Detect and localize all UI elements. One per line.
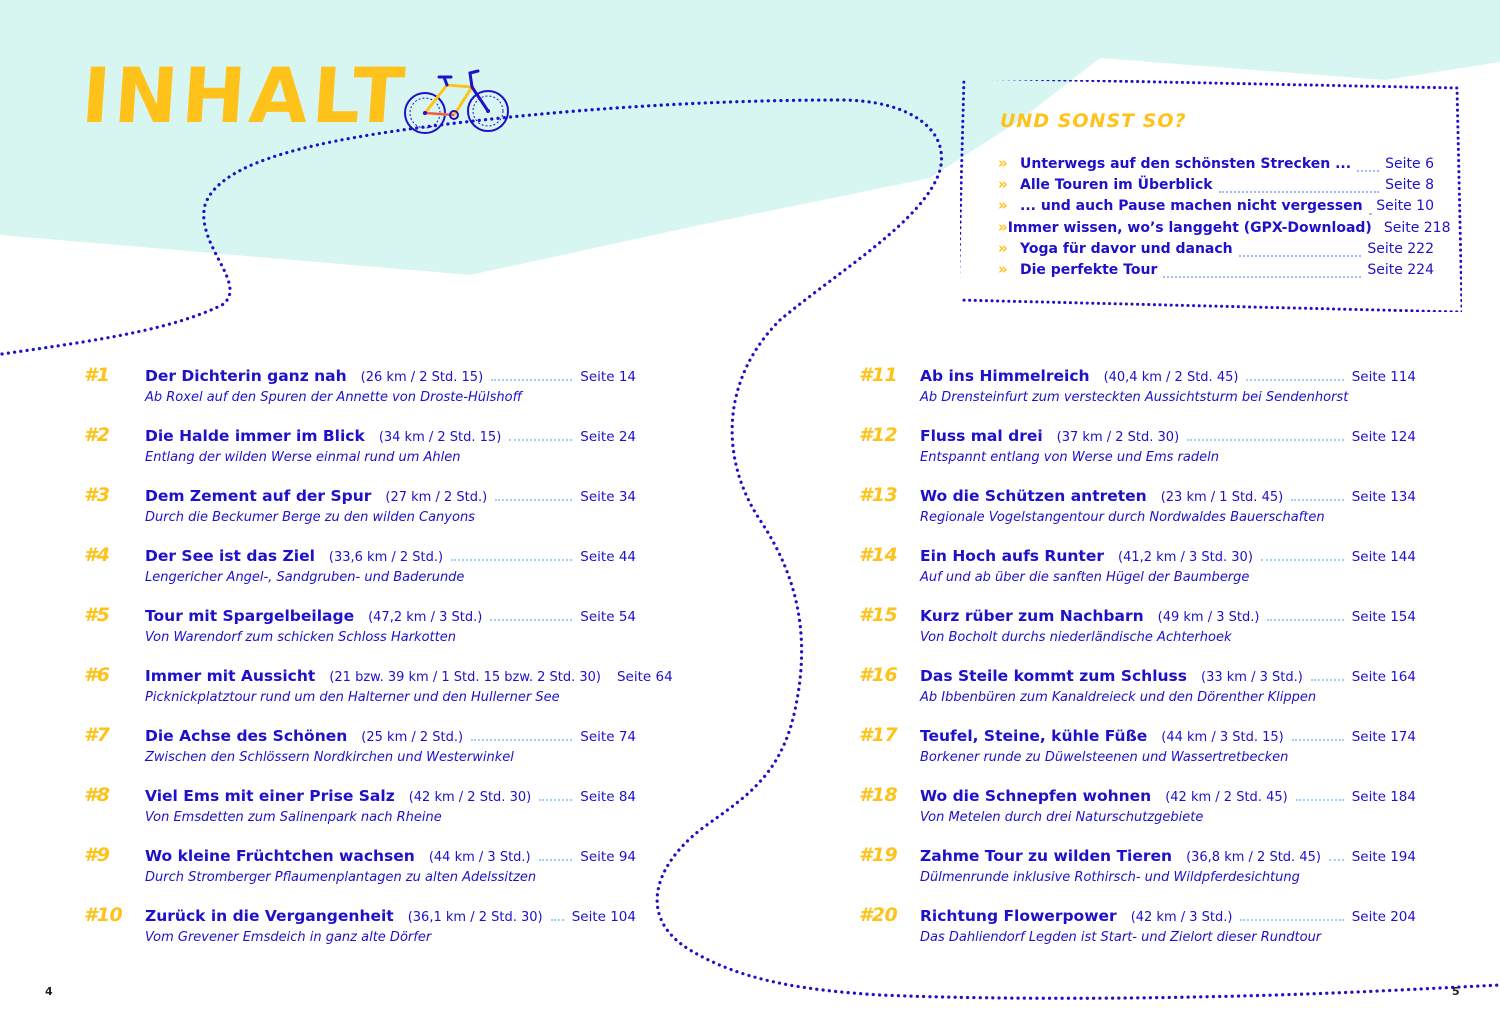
- tour-row: [145, 847, 636, 865]
- tour-title: Teufel, Steine, kühle Füße: [920, 727, 1148, 745]
- tour-entry[interactable]: [859, 724, 1416, 784]
- tour-entry[interactable]: [859, 604, 1416, 664]
- tour-title: Dem Zement auf der Spur: [145, 487, 372, 505]
- page-number-right: 5: [1452, 985, 1460, 998]
- extras-item-label: Die perfekte Tour: [1020, 261, 1158, 278]
- tour-distance: (33 km / 3 Std.): [1201, 670, 1303, 685]
- extras-item[interactable]: [998, 217, 1451, 239]
- tour-row: [920, 727, 1416, 745]
- tour-page: Seite 104: [571, 909, 636, 925]
- extras-title: UND SONST SO?: [1000, 110, 1187, 132]
- tour-subtitle: Durch Stromberger Pflaumenplantagen zu alten Adelssitzen: [145, 870, 537, 885]
- tour-page: Seite 124: [1351, 429, 1416, 445]
- tour-title: Wo kleine Früchtchen wachsen: [145, 847, 415, 865]
- double-chevron-icon: »: [998, 238, 1008, 257]
- dot-leader: [495, 499, 572, 501]
- dot-leader: [1261, 559, 1344, 561]
- dot-leader: [551, 919, 564, 921]
- tour-page: Seite 164: [1351, 669, 1416, 685]
- tour-number: #2: [84, 424, 110, 446]
- tour-row: [145, 427, 636, 445]
- extras-item-page: Seite 224: [1367, 261, 1434, 278]
- double-chevron-icon: »: [998, 217, 1008, 236]
- toc-left-column: [84, 364, 673, 964]
- tour-subtitle: Borkener runde zu Düwelsteenen und Wassertretbecken: [920, 750, 1289, 765]
- tour-row: [145, 367, 636, 385]
- tour-title: Der Dichterin ganz nah: [145, 367, 347, 385]
- tour-title: Richtung Flowerpower: [920, 907, 1117, 925]
- tour-number: #7: [84, 724, 110, 746]
- tour-number: #19: [859, 844, 898, 866]
- tour-page: Seite 54: [580, 609, 636, 625]
- extras-item-label: Alle Touren im Überblick: [1020, 177, 1213, 194]
- tour-page: Seite 74: [580, 729, 636, 745]
- tour-subtitle: Auf und ab über die sanften Hügel der Baumberge: [920, 570, 1250, 585]
- tour-distance: (42 km / 2 Std. 30): [408, 790, 532, 805]
- tour-subtitle: Von Metelen durch drei Naturschutzgebiete: [920, 810, 1204, 825]
- tour-entry[interactable]: [84, 604, 636, 664]
- tour-entry[interactable]: [84, 484, 636, 544]
- tour-number: #13: [859, 484, 898, 506]
- bicycle-icon: [402, 67, 512, 139]
- tour-subtitle: Picknickplatztour rund um den Halterner und den Hullerner See: [145, 690, 560, 705]
- page-title: INHALT: [78, 51, 412, 140]
- dot-leader: [490, 619, 572, 621]
- tour-page: Seite 44: [580, 549, 636, 565]
- tour-subtitle: Ab Roxel auf den Spuren der Annette von Droste-Hülshoff: [145, 390, 522, 405]
- tour-title: Wo die Schnepfen wohnen: [920, 787, 1152, 805]
- tour-entry[interactable]: [84, 664, 673, 724]
- tour-page: Seite 144: [1351, 549, 1416, 565]
- tour-entry[interactable]: [859, 664, 1416, 724]
- tour-subtitle: Lengericher Angel-, Sandgruben- und Baderunde: [145, 570, 465, 585]
- tour-number: #3: [84, 484, 110, 506]
- dot-leader: [1240, 919, 1343, 921]
- extras-item-label: Yoga für davor und danach: [1020, 240, 1233, 257]
- tour-distance: (47,2 km / 3 Std.): [368, 610, 483, 625]
- tour-number: #9: [84, 844, 110, 866]
- tour-row: [920, 847, 1416, 865]
- dot-leader: [1329, 859, 1344, 861]
- tour-subtitle: Von Emsdetten zum Salinenpark nach Rheine: [145, 810, 442, 825]
- tour-number: #5: [84, 604, 110, 626]
- tour-number: #16: [859, 664, 898, 686]
- dot-leader: [1246, 379, 1343, 381]
- tour-row: [145, 487, 636, 505]
- tour-distance: (41,2 km / 3 Std. 30): [1118, 550, 1253, 565]
- extras-box: [960, 80, 1462, 312]
- dot-leader: [1291, 499, 1344, 501]
- tour-row: [920, 667, 1416, 685]
- dot-leader: [1369, 213, 1371, 215]
- tour-entry[interactable]: [859, 544, 1416, 604]
- tour-row: [920, 787, 1416, 805]
- extras-item-label: Immer wissen, wo’s langgeht (GPX-Download): [1007, 219, 1372, 236]
- tour-number: #4: [84, 544, 110, 566]
- tour-distance: (36,8 km / 2 Std. 45): [1186, 850, 1321, 865]
- tour-title: Die Halde immer im Blick: [145, 427, 365, 445]
- tour-title: Das Steile kommt zum Schluss: [920, 667, 1188, 685]
- tour-distance: (42 km / 2 Std. 45): [1165, 790, 1288, 805]
- tour-subtitle: Entlang der wilden Werse einmal rund um Ahlen: [145, 450, 461, 465]
- dot-leader: [1219, 191, 1380, 193]
- tour-page: Seite 204: [1351, 909, 1416, 925]
- extras-item-page: Seite 8: [1385, 177, 1434, 194]
- dot-leader: [1239, 255, 1362, 257]
- tour-title: Zurück in die Vergangenheit: [145, 907, 394, 925]
- tour-row: [145, 787, 636, 805]
- tour-distance: (26 km / 2 Std. 15): [360, 370, 484, 385]
- tour-page: Seite 114: [1351, 369, 1416, 385]
- tour-title: Immer mit Aussicht: [145, 667, 316, 685]
- tour-number: #20: [859, 904, 898, 926]
- tour-distance: (44 km / 3 Std. 15): [1161, 730, 1284, 745]
- tour-page: Seite 24: [580, 429, 636, 445]
- tour-number: #6: [84, 664, 110, 686]
- tour-title: Zahme Tour zu wilden Tieren: [920, 847, 1173, 865]
- tour-title: Wo die Schützen antreten: [920, 487, 1147, 505]
- tour-title: Der See ist das Ziel: [145, 547, 315, 565]
- tour-number: #8: [84, 784, 110, 806]
- tour-number: #17: [859, 724, 898, 746]
- extras-item-page: Seite 222: [1367, 240, 1434, 257]
- tour-entry[interactable]: [84, 784, 636, 844]
- tour-number: #1: [84, 364, 110, 386]
- tour-title: Die Achse des Schönen: [145, 727, 348, 745]
- tour-subtitle: Das Dahliendorf Legden ist Start- und Zielort dieser Rundtour: [920, 930, 1322, 945]
- tour-page: Seite 154: [1351, 609, 1416, 625]
- tour-row: [920, 547, 1416, 565]
- tour-row: [920, 367, 1416, 385]
- double-chevron-icon: »: [998, 154, 1008, 172]
- tour-distance: (27 km / 2 Std.): [385, 490, 488, 505]
- tour-subtitle: Von Bocholt durchs niederländische Achterhoek: [920, 630, 1232, 645]
- tour-number: #14: [859, 544, 898, 566]
- double-chevron-icon: »: [998, 259, 1008, 278]
- tour-subtitle: Ab Drensteinfurt zum versteckten Aussichtsturm bei Sendenhorst: [920, 390, 1349, 405]
- extras-item-page: Seite 10: [1376, 198, 1434, 215]
- extras-item[interactable]: [998, 175, 1434, 196]
- dot-leader: [1163, 276, 1361, 278]
- tour-entry[interactable]: [859, 784, 1416, 844]
- tour-row: [920, 607, 1416, 625]
- tour-entry[interactable]: [84, 844, 636, 904]
- tour-distance: (33,6 km / 2 Std.): [328, 550, 444, 565]
- tour-number: #10: [84, 904, 123, 926]
- tour-subtitle: Zwischen den Schlössern Nordkirchen und Westerwinkel: [145, 750, 514, 765]
- dot-leader: [1292, 739, 1344, 741]
- extras-item[interactable]: [998, 239, 1434, 260]
- tour-entry[interactable]: [84, 424, 636, 484]
- tour-title: Viel Ems mit einer Prise Salz: [145, 787, 395, 805]
- tour-entry[interactable]: [859, 364, 1416, 424]
- tour-title: Kurz rüber zum Nachbarn: [920, 607, 1144, 625]
- dot-leader: [509, 439, 572, 441]
- tour-row: [920, 427, 1416, 445]
- extras-item-label: ... und auch Pause machen nicht vergessen: [1020, 198, 1363, 215]
- double-chevron-icon: »: [998, 175, 1008, 194]
- tour-row: [145, 667, 673, 685]
- tour-distance: (34 km / 2 Std. 15): [378, 430, 502, 445]
- dot-leader: [1267, 619, 1343, 621]
- tour-page: Seite 14: [580, 369, 636, 385]
- tour-row: [145, 547, 636, 565]
- dot-leader: [539, 799, 572, 801]
- tour-row: [920, 907, 1416, 925]
- tour-entry[interactable]: [84, 544, 636, 604]
- tour-subtitle: Von Warendorf zum schicken Schloss Harkotten: [145, 630, 456, 645]
- extras-item-page: Seite 6: [1385, 156, 1434, 172]
- extras-item[interactable]: [998, 196, 1434, 217]
- dot-leader: [491, 379, 572, 381]
- dot-leader: [1357, 170, 1379, 172]
- tour-distance: (40,4 km / 2 Std. 45): [1103, 370, 1239, 385]
- tour-distance: (44 km / 3 Std.): [428, 850, 531, 865]
- extras-item[interactable]: [998, 260, 1434, 281]
- tour-entry[interactable]: [859, 904, 1416, 964]
- tour-subtitle: Entspannt entlang von Werse und Ems radeln: [920, 450, 1219, 465]
- dot-leader: [539, 859, 573, 861]
- tour-page: Seite 134: [1351, 489, 1416, 505]
- tour-page: Seite 84: [580, 789, 636, 805]
- tour-entry[interactable]: [84, 364, 636, 424]
- tour-entry[interactable]: [859, 424, 1416, 484]
- dot-leader: [1187, 439, 1344, 441]
- tour-row: [145, 907, 636, 925]
- toc-right-column: [859, 364, 1416, 964]
- tour-distance: (42 km / 3 Std.): [1130, 910, 1233, 925]
- tour-entry[interactable]: [859, 844, 1416, 904]
- tour-entry[interactable]: [84, 904, 636, 964]
- dot-leader: [1296, 799, 1344, 801]
- tour-entry[interactable]: [859, 484, 1416, 544]
- extras-item-page: Seite 218: [1383, 219, 1451, 236]
- tour-number: #18: [859, 784, 898, 806]
- tour-title: Ein Hoch aufs Runter: [920, 547, 1105, 565]
- dot-leader: [451, 559, 572, 561]
- tour-distance: (36,1 km / 2 Std. 30): [407, 910, 543, 925]
- tour-subtitle: Vom Grevener Emsdeich in ganz alte Dörfer: [145, 930, 432, 945]
- dot-leader: [471, 739, 572, 741]
- tour-page: Seite 194: [1351, 849, 1416, 865]
- tour-subtitle: Dülmenrunde inklusive Rothirsch- und Wildpferdesichtung: [920, 870, 1300, 885]
- tour-row: [920, 487, 1416, 505]
- tour-entry[interactable]: [84, 724, 636, 784]
- page-number-left: 4: [45, 985, 53, 998]
- tour-row: [145, 727, 636, 745]
- tour-distance: (21 bzw. 39 km / 1 Std. 15 bzw. 2 Std. 30): [329, 670, 601, 685]
- tour-distance: (23 km / 1 Std. 45): [1160, 490, 1284, 505]
- tour-subtitle: Durch die Beckumer Berge zu den wilden Canyons: [145, 510, 475, 525]
- tour-number: #12: [859, 424, 898, 446]
- extras-item[interactable]: [998, 154, 1434, 175]
- tour-row: [145, 607, 636, 625]
- extras-item-label: Unterwegs auf den schönsten Strecken ...: [1020, 156, 1352, 172]
- tour-subtitle: Ab Ibbenbüren zum Kanaldreieck und den Dörenther Klippen: [920, 690, 1317, 705]
- tour-page: Seite 174: [1351, 729, 1416, 745]
- tour-page: Seite 184: [1351, 789, 1416, 805]
- dot-leader: [1311, 679, 1344, 681]
- tour-distance: (25 km / 2 Std.): [361, 730, 464, 745]
- tour-number: #15: [859, 604, 898, 626]
- tour-title: Fluss mal drei: [920, 427, 1043, 445]
- tour-page: Seite 94: [580, 849, 636, 865]
- tour-page: Seite 64: [616, 669, 673, 685]
- tour-title: Tour mit Spargelbeilage: [145, 607, 355, 625]
- tour-title: Ab ins Himmelreich: [920, 367, 1090, 385]
- tour-number: #11: [859, 364, 898, 386]
- tour-page: Seite 34: [580, 489, 636, 505]
- tour-distance: (49 km / 3 Std.): [1157, 610, 1260, 625]
- double-chevron-icon: »: [998, 196, 1008, 215]
- tour-distance: (37 km / 2 Std. 30): [1056, 430, 1180, 445]
- tour-subtitle: Regionale Vogelstangentour durch Nordwaldes Bauerschaften: [920, 510, 1325, 525]
- extras-list: [998, 154, 1451, 281]
